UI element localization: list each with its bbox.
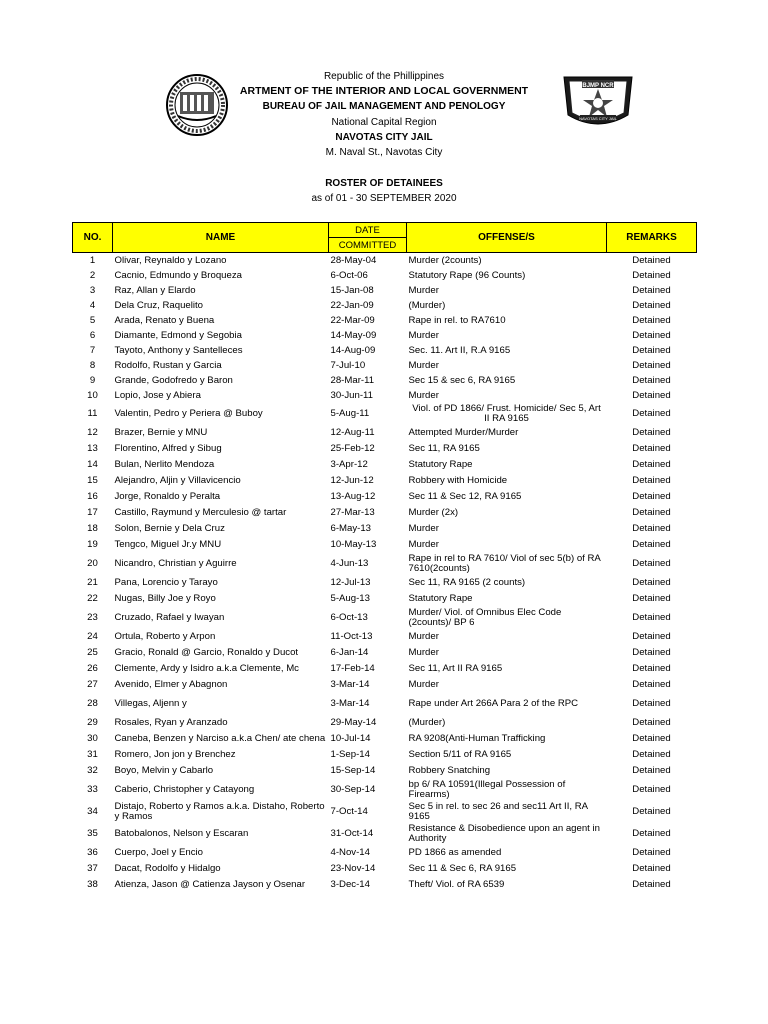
- row-name: Caberio, Christopher y Catayong: [114, 784, 255, 795]
- table-row: [73, 505, 697, 521]
- row-offense: Murder: [408, 647, 439, 658]
- row-date-committed: 25-Feb-12: [330, 443, 375, 454]
- table-row: [73, 779, 697, 801]
- row-name: Raz, Allan y Elardo: [114, 284, 196, 296]
- row-number: 17: [87, 507, 98, 518]
- table-row: [73, 425, 697, 441]
- row-date-committed: 28-Mar-11: [330, 374, 375, 386]
- row-offense: (Murder): [408, 299, 446, 311]
- row-date-committed: 4-Jun-13: [330, 558, 369, 569]
- row-offense: Murder: [408, 389, 439, 401]
- row-remarks: Detained: [632, 443, 671, 454]
- row-offense: Rape in rel to RA 7610/ Viol of sec 5(b) of RA 7610(2counts): [408, 553, 601, 574]
- row-remarks: Detained: [632, 806, 671, 817]
- row-name: Cruzado, Rafael y Iwayan: [114, 612, 225, 623]
- row-date-committed: 30-Sep-14: [330, 784, 376, 795]
- table-row: [73, 373, 697, 388]
- row-remarks: Detained: [632, 647, 671, 658]
- row-offense: bp 6/ RA 10591(Illegal Possession of Firearms): [408, 779, 566, 800]
- row-name: Cacnio, Edmundo y Broqueza: [114, 269, 242, 281]
- table-row: [73, 343, 697, 358]
- row-name: Olivar, Reynaldo y Lozano: [114, 254, 227, 266]
- row-offense: Sec 15 & sec 6, RA 9165: [408, 374, 516, 386]
- row-remarks: Detained: [632, 717, 671, 728]
- row-number: 15: [87, 475, 98, 486]
- table-row: [73, 553, 697, 575]
- row-date-committed: 6-Oct-06: [330, 269, 368, 281]
- row-remarks: Detained: [632, 679, 671, 690]
- row-remarks: Detained: [632, 344, 671, 356]
- row-number: 2: [89, 269, 96, 281]
- row-offense: Robbery with Homicide: [408, 475, 508, 486]
- table-row: [73, 801, 697, 823]
- row-remarks: Detained: [632, 733, 671, 744]
- row-offense: Rape in rel. to RA7610: [408, 314, 506, 326]
- row-number: 12: [87, 427, 98, 438]
- republic-line: Republic of the Phillippines: [323, 71, 445, 82]
- table-row: [73, 645, 697, 661]
- row-remarks: Detained: [632, 329, 671, 341]
- col-header-no: NO.: [73, 223, 113, 253]
- row-offense: Statutory Rape: [408, 459, 473, 470]
- row-number: 21: [87, 577, 98, 588]
- row-number: 20: [87, 558, 98, 569]
- row-remarks: Detained: [632, 269, 671, 281]
- row-number: 38: [87, 879, 98, 890]
- row-name: Arada, Renato y Buena: [114, 314, 215, 326]
- row-remarks: Detained: [632, 523, 671, 534]
- row-date-committed: 3-Apr-12: [330, 459, 368, 470]
- row-name: Bulan, Nerlito Mendoza: [114, 459, 215, 470]
- row-number: 33: [87, 784, 98, 795]
- row-name: Cuerpo, Joel y Encio: [114, 847, 204, 858]
- row-number: 4: [89, 299, 96, 311]
- row-date-committed: 3-Dec-14: [330, 879, 370, 890]
- table-row: [73, 268, 697, 283]
- row-name: Valentin, Pedro y Periera @ Buboy: [114, 408, 263, 419]
- row-remarks: Detained: [632, 284, 671, 296]
- row-offense: PD 1866 as amended: [408, 847, 502, 858]
- row-number: 8: [89, 359, 96, 371]
- row-number: 27: [87, 679, 98, 690]
- row-date-committed: 22-Jan-09: [330, 299, 374, 311]
- row-offense: Sec 11 & Sec 12, RA 9165: [408, 491, 522, 502]
- table-row: [73, 403, 697, 425]
- row-date-committed: 7-Oct-14: [330, 806, 368, 817]
- row-remarks: Detained: [632, 389, 671, 401]
- row-remarks: Detained: [632, 879, 671, 890]
- table-row: [73, 823, 697, 845]
- row-name: Boyo, Melvin y Cabarlo: [114, 765, 214, 776]
- col-header-name: NAME: [113, 223, 329, 253]
- row-name: Rodolfo, Rustan y Garcia: [114, 359, 222, 371]
- row-name: Ortula, Roberto y Arpon: [114, 631, 216, 642]
- row-number: 16: [87, 491, 98, 502]
- row-remarks: Detained: [632, 427, 671, 438]
- col-header-remarks: REMARKS: [607, 223, 697, 253]
- row-name: Villegas, Aljenn y: [114, 698, 187, 709]
- row-date-committed: 14-May-09: [330, 329, 377, 341]
- row-date-committed: 10-Jul-14: [330, 733, 371, 744]
- jail-address: M. Naval St., Navotas City: [325, 147, 443, 158]
- table-row: [73, 283, 697, 298]
- row-date-committed: 1-Sep-14: [330, 749, 370, 760]
- row-name: Caneba, Benzen y Narciso a.k.a Chen/ ate chena: [114, 733, 326, 744]
- row-date-committed: 12-Aug-11: [330, 427, 375, 438]
- table-row: [73, 253, 697, 269]
- row-name: Lopio, Jose y Abiera: [114, 389, 201, 401]
- row-remarks: Detained: [632, 828, 671, 839]
- row-offense: Section 5/11 of RA 9165: [408, 749, 512, 760]
- row-number: 18: [87, 523, 98, 534]
- row-remarks: Detained: [632, 765, 671, 776]
- row-remarks: Detained: [632, 663, 671, 674]
- row-name: Gracio, Ronald @ Garcio, Ronaldo y Ducot: [114, 647, 299, 658]
- row-offense: Statutory Rape: [408, 593, 473, 604]
- row-date-committed: 4-Nov-14: [330, 847, 370, 858]
- row-offense: RA 9208(Anti-Human Trafficking: [408, 733, 546, 744]
- row-number: 6: [89, 329, 96, 341]
- row-offense: Murder (2counts): [408, 254, 482, 266]
- row-date-committed: 5-Aug-11: [330, 408, 370, 419]
- row-offense: Sec 11, RA 9165 (2 counts): [408, 577, 526, 588]
- table-row: [73, 747, 697, 763]
- table-row: [73, 607, 697, 629]
- table-row: [73, 877, 697, 893]
- table-row: [73, 328, 697, 343]
- table-row: [73, 629, 697, 645]
- row-number: 23: [87, 612, 98, 623]
- row-offense: Sec 11, RA 9165: [408, 443, 480, 454]
- table-row: [73, 715, 697, 731]
- row-number: 9: [89, 374, 96, 386]
- region-line: National Capital Region: [331, 117, 437, 128]
- row-remarks: Detained: [632, 558, 671, 569]
- table-row: [73, 693, 697, 715]
- table-row: [73, 575, 697, 591]
- row-date-committed: 30-Jun-11: [330, 389, 373, 401]
- row-offense: (Murder): [408, 717, 446, 728]
- row-name: Grande, Godofredo y Baron: [114, 374, 233, 386]
- col-header-committed: COMMITTED: [329, 238, 407, 253]
- row-number: 34: [87, 806, 98, 817]
- row-name: Diamante, Edmond y Segobia: [114, 329, 242, 341]
- row-name: Dela Cruz, Raquelito: [114, 299, 204, 311]
- table-row: [73, 861, 697, 877]
- row-name: Nicandro, Christian y Aguirre: [114, 558, 237, 569]
- row-name: Tayoto, Anthony y Santelleces: [114, 344, 243, 356]
- row-number: 19: [87, 539, 98, 550]
- row-name: Batobalonos, Nelson y Escaran: [114, 828, 249, 839]
- row-name: Atienza, Jason @ Catienza Jayson y Osenar: [114, 879, 306, 890]
- row-number: 36: [87, 847, 98, 858]
- row-offense: Sec 11 & Sec 6, RA 9165: [408, 863, 517, 874]
- row-remarks: Detained: [632, 593, 671, 604]
- row-offense: Robbery Snatching: [408, 765, 491, 776]
- row-offense: Attempted Murder/Murder: [408, 427, 519, 438]
- row-date-committed: 27-Mar-13: [330, 507, 375, 518]
- row-name: Castillo, Raymund y Merculesio @ tartar: [114, 507, 287, 518]
- row-name: Nugas, Billy Joe y Royo: [114, 593, 216, 604]
- row-offense: Murder: [408, 539, 439, 550]
- row-offense: Resistance & Disobedience upon an agent in Authority: [408, 823, 600, 844]
- row-number: 10: [87, 389, 98, 401]
- row-date-committed: 12-Jul-13: [330, 577, 371, 588]
- row-date-committed: 15-Jan-08: [330, 284, 374, 296]
- col-header-offense: OFFENSE/S: [407, 223, 607, 253]
- col-header-date: DATE: [329, 223, 407, 238]
- row-name: Rosales, Ryan y Aranzado: [114, 717, 228, 728]
- table-row: [73, 763, 697, 779]
- row-offense: Theft/ Viol. of RA 6539: [408, 879, 505, 890]
- department-line: ARTMENT OF THE INTERIOR AND LOCAL GOVERNMENT: [239, 85, 529, 97]
- row-name: Florentino, Alfred y Sibug: [114, 443, 222, 454]
- row-date-committed: 3-Mar-14: [330, 679, 370, 690]
- row-number: 7: [89, 344, 96, 356]
- row-number: 11: [87, 408, 98, 419]
- table-row: [73, 537, 697, 553]
- row-remarks: Detained: [632, 475, 671, 486]
- table-row: [73, 473, 697, 489]
- row-number: 14: [87, 459, 98, 470]
- row-number: 5: [89, 314, 96, 326]
- table-row: [73, 313, 697, 328]
- row-offense: Viol. of PD 1866/ Frust. Homicide/ Sec 5, Art II RA 9165: [412, 403, 601, 424]
- row-date-committed: 17-Feb-14: [330, 663, 375, 674]
- row-remarks: Detained: [632, 491, 671, 502]
- row-offense: Rape under Art 266A Para 2 of the RPC: [408, 698, 579, 709]
- row-offense: Sec 11, Art II RA 9165: [408, 663, 503, 674]
- row-number: 25: [87, 647, 98, 658]
- row-remarks: Detained: [632, 863, 671, 874]
- row-remarks: Detained: [632, 577, 671, 588]
- row-date-committed: 11-Oct-13: [330, 631, 373, 642]
- table-row: [73, 677, 697, 693]
- row-number: 1: [89, 254, 96, 266]
- row-remarks: Detained: [632, 507, 671, 518]
- row-remarks: Detained: [632, 408, 671, 419]
- row-name: Romero, Jon jon y Brenchez: [114, 749, 236, 760]
- table-row: [73, 388, 697, 403]
- row-date-committed: 12-Jun-12: [330, 475, 374, 486]
- row-remarks: Detained: [632, 784, 671, 795]
- row-date-committed: 5-Aug-13: [330, 593, 370, 604]
- row-date-committed: 10-May-13: [330, 539, 377, 550]
- row-date-committed: 15-Sep-14: [330, 765, 376, 776]
- row-name: Clemente, Ardy y Isidro a.k.a Clemente, Mc: [114, 663, 299, 674]
- table-row: [73, 521, 697, 537]
- row-number: 26: [87, 663, 98, 674]
- badge-subtitle: NAVOTAS CITY JAIL: [579, 116, 617, 121]
- row-name: Dacat, Rodolfo y Hidalgo: [114, 863, 221, 874]
- row-name: Pana, Lorencio y Tarayo: [114, 577, 218, 588]
- row-date-committed: 13-Aug-12: [330, 491, 376, 502]
- row-number: 37: [87, 863, 98, 874]
- row-date-committed: 31-Oct-14: [330, 828, 374, 839]
- roster-title: ROSTER OF DETAINEES: [325, 178, 443, 189]
- row-offense: Murder: [408, 329, 439, 341]
- row-number: 32: [87, 765, 98, 776]
- table-row: [73, 661, 697, 677]
- detainee-roster-table: [72, 222, 697, 893]
- bureau-line: BUREAU OF JAIL MANAGEMENT AND PENOLOGY: [262, 101, 506, 112]
- row-offense: Murder (2x): [408, 507, 459, 518]
- row-number: 31: [87, 749, 98, 760]
- row-name: Tengco, Miguel Jr.y MNU: [114, 539, 222, 550]
- row-remarks: Detained: [632, 459, 671, 470]
- row-offense: Sec. 11. Art II, R.A 9165: [408, 344, 511, 356]
- row-offense: Statutory Rape (96 Counts): [408, 269, 526, 281]
- row-remarks: Detained: [632, 749, 671, 760]
- row-offense: Murder: [408, 359, 439, 371]
- row-date-committed: 3-Mar-14: [330, 698, 370, 709]
- row-remarks: Detained: [632, 539, 671, 550]
- table-row: [73, 457, 697, 473]
- table-row: [73, 441, 697, 457]
- row-name: Distajo, Roberto y Ramos a.k.a. Distaho, Roberto y Ramos: [114, 801, 325, 822]
- row-number: 24: [87, 631, 98, 642]
- table-row: [73, 845, 697, 861]
- badge-title: BJMP NCR: [582, 83, 614, 89]
- row-name: Jorge, Ronaldo y Peralta: [114, 491, 221, 502]
- row-remarks: Detained: [632, 314, 671, 326]
- row-date-committed: 22-Mar-09: [330, 314, 375, 326]
- row-date-committed: 6-Jan-14: [330, 647, 369, 658]
- row-remarks: Detained: [632, 299, 671, 311]
- row-number: 35: [87, 828, 98, 839]
- row-offense: Murder: [408, 631, 439, 642]
- table-row: [73, 591, 697, 607]
- row-offense: Murder: [408, 284, 439, 296]
- row-name: Avenido, Elmer y Abagnon: [114, 679, 228, 690]
- row-offense: Murder: [408, 523, 439, 534]
- row-remarks: Detained: [632, 698, 671, 709]
- row-number: 22: [87, 593, 98, 604]
- row-date-committed: 29-May-14: [330, 717, 377, 728]
- row-name: Alejandro, Aljin y Villavicencio: [114, 475, 241, 486]
- row-date-committed: 6-Oct-13: [330, 612, 368, 623]
- row-number: 13: [87, 443, 98, 454]
- row-date-committed: 23-Nov-14: [330, 863, 376, 874]
- row-offense: Murder/ Viol. of Omnibus Elec Code (2counts)/ BP 6: [408, 607, 562, 628]
- row-offense: Murder: [408, 679, 439, 690]
- row-offense: Sec 5 in rel. to sec 26 and sec11 Art II, RA 9165: [408, 801, 588, 822]
- table-row: [73, 298, 697, 313]
- table-row: [73, 489, 697, 505]
- roster-date-range: as of 01 - 30 SEPTEMBER 2020: [311, 193, 457, 204]
- row-date-committed: 28-May-04: [330, 254, 377, 266]
- row-number: 30: [87, 733, 98, 744]
- row-remarks: Detained: [632, 847, 671, 858]
- row-number: 29: [87, 717, 98, 728]
- jail-name: NAVOTAS CITY JAIL: [335, 132, 433, 143]
- row-date-committed: 14-Aug-09: [330, 344, 376, 356]
- row-remarks: Detained: [632, 631, 671, 642]
- row-remarks: Detained: [632, 254, 671, 266]
- row-date-committed: 7-Jul-10: [330, 359, 366, 371]
- row-remarks: Detained: [632, 612, 671, 623]
- row-date-committed: 6-May-13: [330, 523, 372, 534]
- row-number: 3: [89, 284, 96, 296]
- table-row: [73, 358, 697, 373]
- table-row: [73, 731, 697, 747]
- row-number: 28: [87, 698, 98, 709]
- row-name: Brazer, Bernie y MNU: [114, 427, 208, 438]
- row-remarks: Detained: [632, 359, 671, 371]
- row-remarks: Detained: [632, 374, 671, 386]
- row-name: Solon, Bernie y Dela Cruz: [114, 523, 225, 534]
